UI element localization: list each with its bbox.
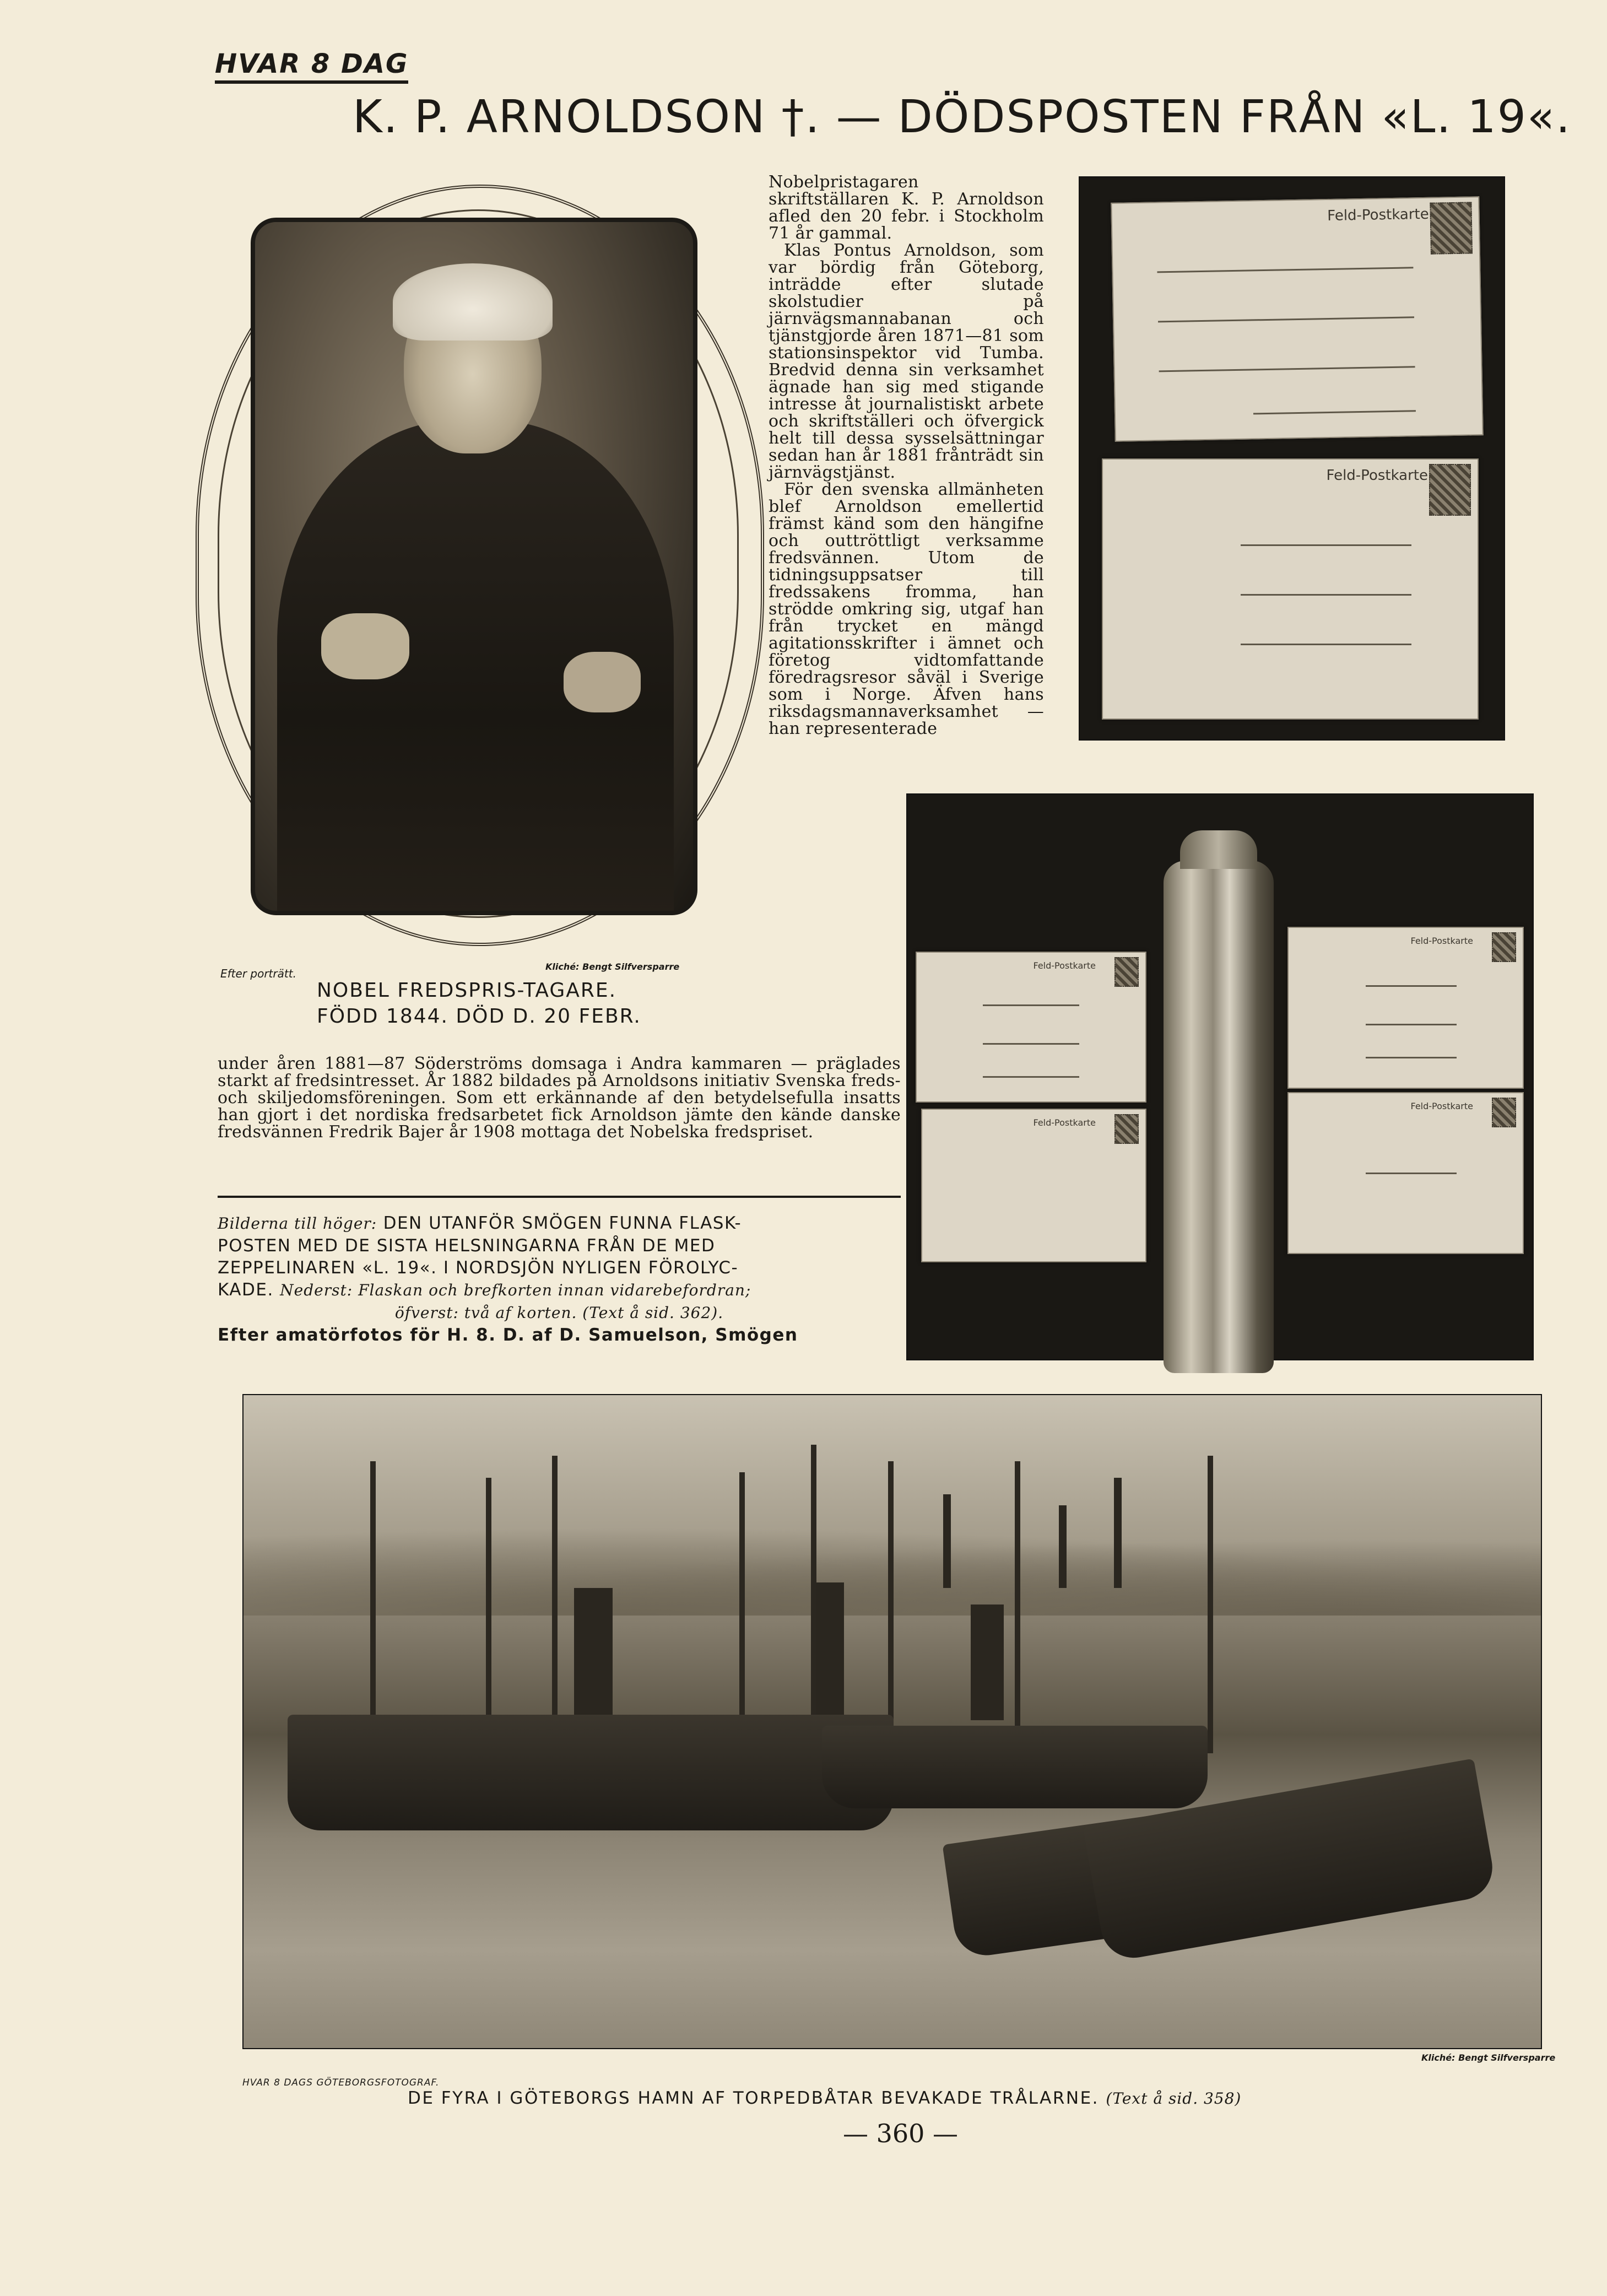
flask-photo-card-4-label: Feld-Postkarte bbox=[1410, 1101, 1473, 1111]
postcards-photo bbox=[1079, 176, 1505, 741]
divider bbox=[218, 1196, 901, 1198]
photo-caption-italic-5: öfverst: två af korten. (Text å sid. 362). bbox=[394, 1304, 724, 1322]
postcard-1-stamp bbox=[1430, 202, 1473, 254]
postcard-1 bbox=[1111, 196, 1483, 442]
postcard-2 bbox=[1102, 458, 1479, 720]
headline: K. P. ARNOLDSON †. — DÖDSPOSTEN FRÅN «L. 19«. bbox=[353, 91, 1572, 143]
photo-caption-line4: KADE. bbox=[218, 1280, 274, 1300]
flask-photo-card-3-label: Feld-Postkarte bbox=[1410, 936, 1473, 946]
harbor-engraver-credit: Kliché: Bengt Silfversparre bbox=[1421, 2052, 1556, 2063]
harbor-caption-text: DE FYRA I GÖTEBORGS HAMN AF TORPEDBÅTAR BEVAKADE TRÅLARNE. bbox=[408, 2088, 1100, 2108]
flask bbox=[1164, 861, 1274, 1373]
article-paragraph-2: Klas Pontus Arnoldson, som var bördig från Göteborg, inträdde efter slutade skolstudier på järnvägsmannabanan och tjänstgjorde åren 1871—81 som stationsinspektor vid Tumba. Bredvid denna sin verksamhet ägnade han sig med stigande intresse åt journalistiskt arbete och skriftställeri och öfvergick helt till dessa sysselsättningar sedan han år 1881 frånträdt sin järnvägstjänst. bbox=[769, 241, 1044, 482]
photo-caption-italic-4: Nederst: Flaskan och brefkorten innan vidarebefordran; bbox=[280, 1281, 751, 1299]
portrait-photo-credit: Efter porträtt. bbox=[220, 967, 296, 980]
masthead: HVAR 8 DAG bbox=[215, 48, 408, 84]
harbor-caption-ref: (Text å sid. 358) bbox=[1106, 2089, 1242, 2108]
flask-photo-card-1 bbox=[916, 952, 1146, 1103]
article-column-bottom bbox=[218, 1055, 901, 1141]
postcard-2-stamp bbox=[1429, 464, 1471, 516]
article-paragraph-4: under åren 1881—87 Söderströms domsaga i Andra kammaren — präglades starkt af fredsintresset. År 1882 bildades på Arnoldsons initiativ Svenska freds- och skiljedomsföreningen. Som ett erkännande af den betydelsefulla insatts han gjort i det nordiska fredsarbetet fick Arnoldson jämte den kände danske fredsvännen Fredrik Bajer år 1908 mottaga det Nobelska fredspriset. bbox=[218, 1054, 901, 1142]
harbor-photo-credit: HVAR 8 DAGS GÖTEBORGSFOTOGRAF. bbox=[242, 2077, 440, 2088]
article-paragraph-1: Nobelpristagaren skriftställaren K. P. Arnoldson afled den 20 febr. i Stockholm 71 år gammal. bbox=[769, 172, 1044, 243]
flask-photo-card-4 bbox=[1287, 1092, 1524, 1254]
flask-photo-card-2-label: Feld-Postkarte bbox=[1033, 1117, 1096, 1128]
photo-caption bbox=[218, 1212, 901, 1346]
portrait-caption-line1: NOBEL FREDSPRIS-TAGARE. bbox=[317, 979, 617, 1002]
photo-caption-line2: POSTEN MED DE SISTA HELSNINGARNA FRÅN DE MED bbox=[218, 1236, 716, 1256]
article-column-top bbox=[769, 174, 1044, 737]
photo-caption-line3: ZEPPELINAREN «L. 19«. I NORDSJÖN NYLIGEN FÖROLYC- bbox=[218, 1258, 739, 1278]
article-paragraph-3: För den svenska allmänheten blef Arnoldson emellertid främst känd som den hängifne och outtröttligt verksamme fredsvännen. Utom de tidningsuppsatser till fredssakens fromma, han strödde omkring sig, utgaf han från trycket en mängd agitationsskrifter i ämnet och företog vidtomfattande föredragsresor såväl i Sverige som i Norge. Äfven hans riksdagsmannaverksamhet — han representerade bbox=[769, 480, 1044, 738]
postcard-1-label: Feld-Postkarte bbox=[1327, 206, 1429, 225]
harbor-photo bbox=[242, 1394, 1542, 2049]
flask-photo-card-1-label: Feld-Postkarte bbox=[1033, 960, 1096, 971]
harbor-caption bbox=[408, 2088, 1241, 2108]
photo-caption-credit: Efter amatörfotos för H. 8. D. af D. Samuelson, Smögen bbox=[218, 1325, 798, 1345]
photo-caption-line1: DEN UTANFÖR SMÖGEN FUNNA FLASK- bbox=[383, 1213, 742, 1233]
portrait-photo bbox=[251, 218, 697, 915]
page-number: — 360 — bbox=[843, 2119, 959, 2148]
flask-photo-card-3 bbox=[1287, 927, 1524, 1089]
postcard-2-label: Feld-Postkarte bbox=[1326, 467, 1428, 484]
portrait-engraver-credit: Kliché: Bengt Silfversparre bbox=[545, 961, 680, 972]
photo-caption-italic-1: Bilderna till höger: bbox=[218, 1214, 377, 1233]
flask-photo-card-2 bbox=[921, 1109, 1146, 1262]
portrait-caption-line2: FÖDD 1844. DÖD D. 20 FEBR. bbox=[317, 1005, 641, 1028]
flask-photo bbox=[906, 793, 1534, 1360]
